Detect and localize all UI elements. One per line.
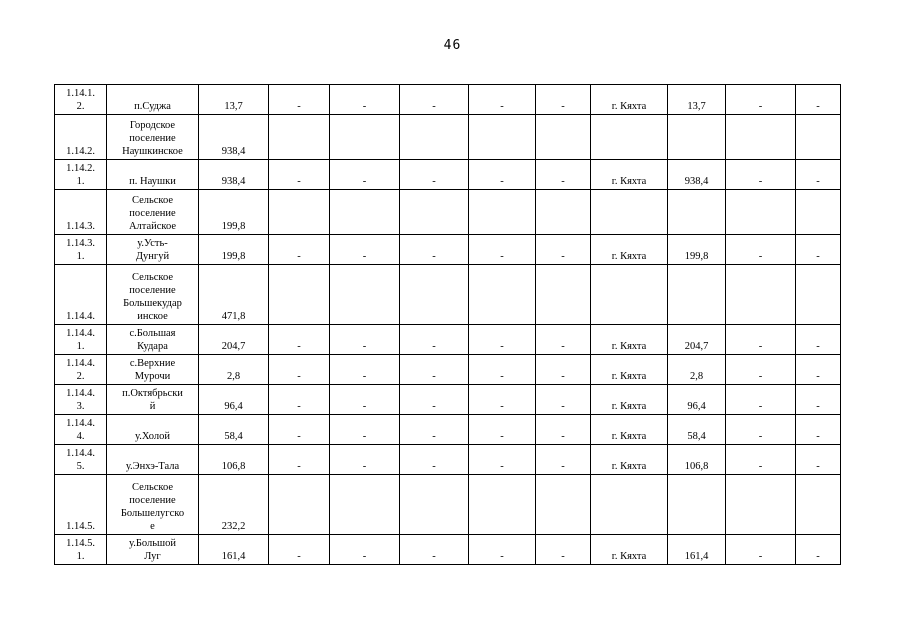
- row-value-cell: 199,8: [199, 235, 269, 265]
- row-dash-cell: -: [269, 415, 330, 445]
- row-dash-cell: -: [269, 355, 330, 385]
- row-dash-cell: -: [330, 160, 400, 190]
- row-dash-cell: [269, 475, 330, 535]
- row-name-cell: с.Верхние Мурочи: [107, 355, 199, 385]
- row-dash-cell: -: [536, 85, 591, 115]
- row-dash-cell: -: [536, 445, 591, 475]
- row-tail-cell: -: [796, 85, 841, 115]
- row-dash-cell: -: [536, 325, 591, 355]
- row-city-value-cell: [668, 265, 726, 325]
- row-dash-cell: -: [469, 445, 536, 475]
- row-dash-cell: -: [469, 535, 536, 565]
- row-dash-cell: -: [536, 235, 591, 265]
- row-dash-cell: [400, 115, 469, 160]
- row-tail-cell: [726, 190, 796, 235]
- table-row: [55, 535, 841, 565]
- row-code-cell: 1.14.4. 5.: [55, 445, 107, 475]
- row-value-cell: 13,7: [199, 85, 269, 115]
- row-city-value-cell: 13,7: [668, 85, 726, 115]
- row-value-cell: 106,8: [199, 445, 269, 475]
- row-dash-cell: -: [400, 325, 469, 355]
- row-city-value-cell: [668, 475, 726, 535]
- row-value-cell: 471,8: [199, 265, 269, 325]
- row-value-cell: 204,7: [199, 325, 269, 355]
- table-row: [55, 85, 841, 115]
- row-code-cell: 1.14.4. 1.: [55, 325, 107, 355]
- row-code-cell: 1.14.3.: [55, 190, 107, 235]
- row-dash-cell: -: [400, 385, 469, 415]
- row-dash-cell: -: [400, 415, 469, 445]
- row-dash-cell: -: [400, 235, 469, 265]
- table-row: [55, 355, 841, 385]
- table-row: [55, 385, 841, 415]
- row-dash-cell: [536, 190, 591, 235]
- row-dash-cell: -: [330, 415, 400, 445]
- row-city-value-cell: 106,8: [668, 445, 726, 475]
- row-value-cell: 96,4: [199, 385, 269, 415]
- row-dash-cell: -: [330, 325, 400, 355]
- row-city-cell: г. Кяхта: [591, 415, 668, 445]
- row-city-value-cell: 58,4: [668, 415, 726, 445]
- row-dash-cell: -: [400, 535, 469, 565]
- row-dash-cell: -: [469, 355, 536, 385]
- page-number: 46: [443, 38, 462, 53]
- row-code-cell: 1.14.5. 1.: [55, 535, 107, 565]
- row-tail-cell: [796, 475, 841, 535]
- row-city-cell: [591, 115, 668, 160]
- row-name-cell: п.Суджа: [107, 85, 199, 115]
- row-value-cell: 2,8: [199, 355, 269, 385]
- table-row: [55, 475, 841, 535]
- settlements-table: [54, 84, 841, 565]
- row-dash-cell: -: [330, 445, 400, 475]
- row-tail-cell: -: [796, 160, 841, 190]
- table-row: [55, 235, 841, 265]
- row-dash-cell: [400, 190, 469, 235]
- row-dash-cell: [469, 115, 536, 160]
- row-dash-cell: -: [269, 85, 330, 115]
- row-dash-cell: -: [536, 355, 591, 385]
- row-dash-cell: -: [330, 85, 400, 115]
- row-city-value-cell: 938,4: [668, 160, 726, 190]
- row-tail-cell: -: [726, 385, 796, 415]
- row-city-cell: [591, 265, 668, 325]
- row-dash-cell: -: [400, 85, 469, 115]
- row-dash-cell: [536, 115, 591, 160]
- row-name-cell: Городское поселение Наушкинское: [107, 115, 199, 160]
- row-dash-cell: -: [330, 385, 400, 415]
- row-dash-cell: -: [469, 325, 536, 355]
- row-city-value-cell: [668, 115, 726, 160]
- row-tail-cell: [726, 115, 796, 160]
- row-tail-cell: -: [726, 355, 796, 385]
- row-code-cell: 1.14.1. 2.: [55, 85, 107, 115]
- row-dash-cell: -: [469, 85, 536, 115]
- row-tail-cell: -: [796, 535, 841, 565]
- row-code-cell: 1.14.4. 4.: [55, 415, 107, 445]
- row-dash-cell: -: [536, 535, 591, 565]
- row-dash-cell: [469, 265, 536, 325]
- row-dash-cell: -: [469, 415, 536, 445]
- row-tail-cell: [796, 265, 841, 325]
- row-tail-cell: -: [726, 415, 796, 445]
- row-dash-cell: [536, 265, 591, 325]
- row-name-cell: у.Энхэ-Тала: [107, 445, 199, 475]
- row-city-cell: г. Кяхта: [591, 160, 668, 190]
- row-code-cell: 1.14.2. 1.: [55, 160, 107, 190]
- row-name-cell: п. Наушки: [107, 160, 199, 190]
- row-dash-cell: [269, 115, 330, 160]
- row-dash-cell: -: [400, 445, 469, 475]
- row-city-cell: г. Кяхта: [591, 535, 668, 565]
- row-tail-cell: -: [796, 355, 841, 385]
- row-city-cell: г. Кяхта: [591, 325, 668, 355]
- row-dash-cell: -: [269, 385, 330, 415]
- row-tail-cell: -: [796, 235, 841, 265]
- row-dash-cell: [536, 475, 591, 535]
- row-name-cell: Сельское поселение Большелугско е: [107, 475, 199, 535]
- row-city-cell: г. Кяхта: [591, 355, 668, 385]
- row-tail-cell: [726, 475, 796, 535]
- row-value-cell: 199,8: [199, 190, 269, 235]
- row-dash-cell: -: [330, 235, 400, 265]
- row-dash-cell: -: [536, 385, 591, 415]
- row-city-value-cell: [668, 190, 726, 235]
- row-city-cell: г. Кяхта: [591, 235, 668, 265]
- row-city-value-cell: 204,7: [668, 325, 726, 355]
- row-tail-cell: -: [726, 325, 796, 355]
- table-row: [55, 160, 841, 190]
- row-code-cell: 1.14.4. 2.: [55, 355, 107, 385]
- row-tail-cell: -: [796, 385, 841, 415]
- row-city-value-cell: 96,4: [668, 385, 726, 415]
- table-row: [55, 445, 841, 475]
- row-dash-cell: -: [269, 160, 330, 190]
- row-city-value-cell: 161,4: [668, 535, 726, 565]
- row-value-cell: 232,2: [199, 475, 269, 535]
- row-code-cell: 1.14.3. 1.: [55, 235, 107, 265]
- row-city-cell: г. Кяхта: [591, 85, 668, 115]
- row-name-cell: Сельское поселение Большекудар инское: [107, 265, 199, 325]
- row-name-cell: с.Большая Кудара: [107, 325, 199, 355]
- row-tail-cell: -: [796, 325, 841, 355]
- row-tail-cell: -: [796, 415, 841, 445]
- row-dash-cell: [330, 115, 400, 160]
- row-dash-cell: -: [469, 235, 536, 265]
- row-value-cell: 938,4: [199, 160, 269, 190]
- row-code-cell: 1.14.5.: [55, 475, 107, 535]
- row-dash-cell: -: [269, 325, 330, 355]
- row-city-cell: г. Кяхта: [591, 385, 668, 415]
- row-dash-cell: [469, 190, 536, 235]
- row-dash-cell: -: [536, 415, 591, 445]
- table-row: [55, 190, 841, 235]
- table-row: [55, 115, 841, 160]
- row-value-cell: 938,4: [199, 115, 269, 160]
- row-dash-cell: [469, 475, 536, 535]
- row-dash-cell: -: [469, 385, 536, 415]
- row-name-cell: п.Октябрьски й: [107, 385, 199, 415]
- row-value-cell: 161,4: [199, 535, 269, 565]
- row-tail-cell: -: [726, 85, 796, 115]
- row-tail-cell: -: [726, 235, 796, 265]
- row-dash-cell: -: [330, 355, 400, 385]
- row-dash-cell: -: [269, 445, 330, 475]
- row-name-cell: у.Усть- Дунгуй: [107, 235, 199, 265]
- row-city-value-cell: 199,8: [668, 235, 726, 265]
- row-city-cell: г. Кяхта: [591, 445, 668, 475]
- table-row: [55, 265, 841, 325]
- row-dash-cell: -: [269, 235, 330, 265]
- row-dash-cell: [400, 265, 469, 325]
- row-tail-cell: [796, 190, 841, 235]
- row-dash-cell: -: [269, 535, 330, 565]
- row-tail-cell: -: [726, 160, 796, 190]
- row-dash-cell: [330, 265, 400, 325]
- row-tail-cell: -: [796, 445, 841, 475]
- row-dash-cell: -: [330, 535, 400, 565]
- row-dash-cell: [269, 265, 330, 325]
- row-tail-cell: -: [726, 535, 796, 565]
- row-dash-cell: [330, 190, 400, 235]
- row-code-cell: 1.14.4.: [55, 265, 107, 325]
- row-dash-cell: [330, 475, 400, 535]
- row-code-cell: 1.14.2.: [55, 115, 107, 160]
- row-tail-cell: [726, 265, 796, 325]
- row-dash-cell: -: [400, 160, 469, 190]
- row-dash-cell: -: [400, 355, 469, 385]
- row-name-cell: у.Холой: [107, 415, 199, 445]
- row-tail-cell: -: [726, 445, 796, 475]
- table-row: [55, 325, 841, 355]
- table-body: [55, 85, 841, 565]
- row-city-value-cell: 2,8: [668, 355, 726, 385]
- row-code-cell: 1.14.4. 3.: [55, 385, 107, 415]
- row-value-cell: 58,4: [199, 415, 269, 445]
- row-city-cell: [591, 475, 668, 535]
- row-dash-cell: [400, 475, 469, 535]
- row-dash-cell: -: [469, 160, 536, 190]
- row-name-cell: у.Большой Луг: [107, 535, 199, 565]
- row-tail-cell: [796, 115, 841, 160]
- row-dash-cell: -: [536, 160, 591, 190]
- row-name-cell: Сельское поселение Алтайское: [107, 190, 199, 235]
- row-city-cell: [591, 190, 668, 235]
- row-dash-cell: [269, 190, 330, 235]
- table-row: [55, 415, 841, 445]
